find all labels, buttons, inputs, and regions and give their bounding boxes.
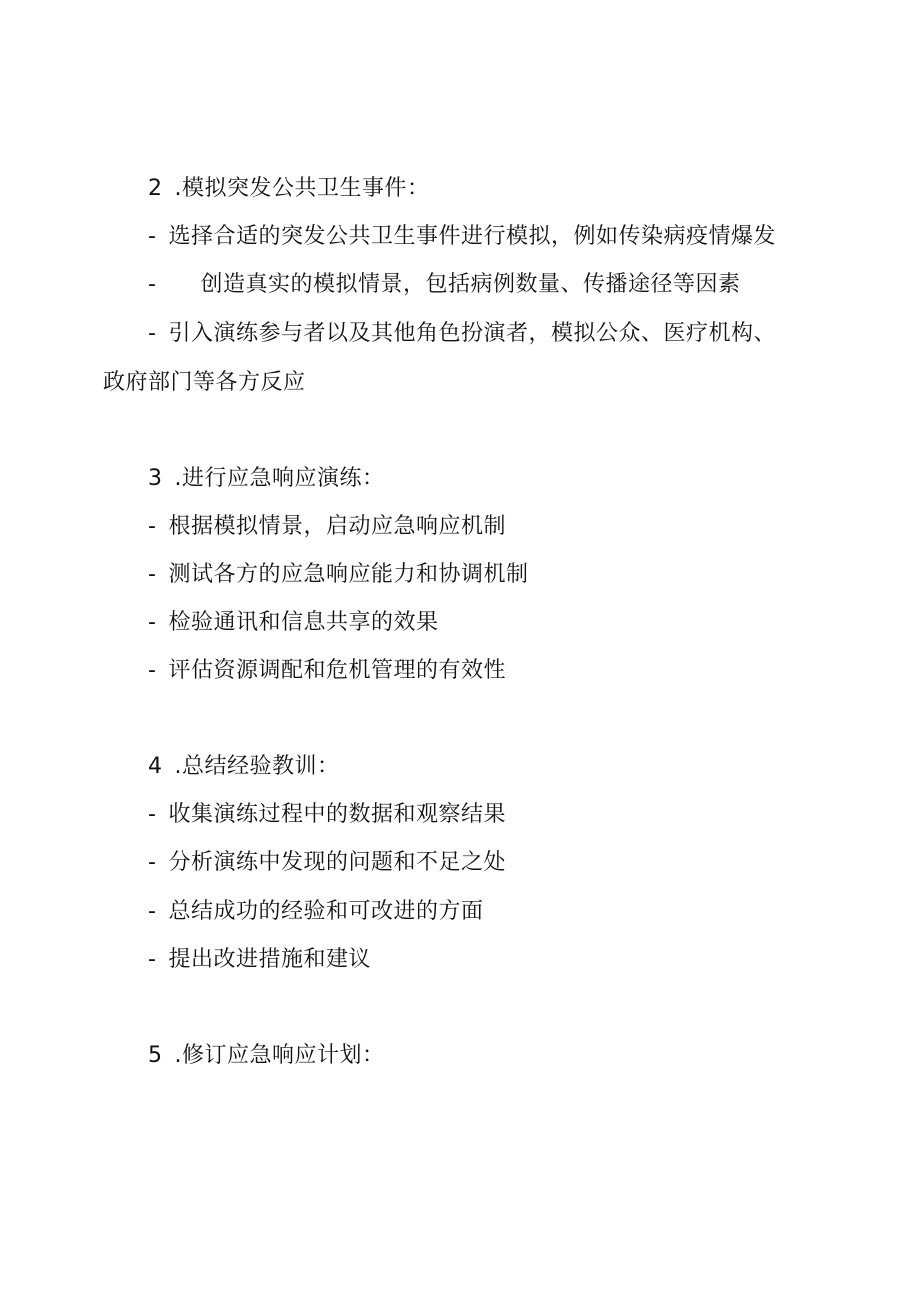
list-item: [148, 945, 371, 975]
list-item-text: 检验通讯和信息共享的效果: [168, 610, 439, 635]
section-title: .总结经验教训：: [174, 754, 340, 779]
list-item-text: 分析演练中发现的问题和不足之处: [168, 850, 506, 875]
list-item-text: 测试各方的应急响应能力和协调机制: [168, 562, 529, 587]
list-item-text: 评估资源调配和危机管理的有效性: [168, 658, 506, 683]
list-item: [148, 848, 506, 878]
bullet-dash: -: [148, 947, 157, 972]
section-number: 4: [148, 754, 163, 779]
section-heading-4: [148, 752, 340, 782]
section-heading-2: [148, 174, 430, 204]
section-number: 2: [148, 176, 163, 201]
list-item-text: 根据模拟情景，启动应急响应机制: [168, 514, 506, 539]
list-item-text: 选择合适的突发公共卫生事件进行模拟，例如传染病疫情爆发: [168, 224, 776, 249]
list-item-text: 总结成功的经验和可改进的方面: [168, 899, 484, 924]
list-item-text: 创造真实的模拟情景，包括病例数量、传播途径等因素: [200, 272, 741, 297]
list-item: [148, 270, 740, 300]
bullet-dash: -: [148, 562, 157, 587]
list-item: [148, 608, 438, 638]
section-title: .修订应急响应计划：: [174, 1043, 385, 1068]
list-item: [148, 800, 506, 830]
list-item-continuation: [103, 368, 306, 398]
section-title: .模拟突发公共卫生事件：: [174, 176, 430, 201]
section-number: 5: [148, 1043, 163, 1068]
bullet-dash: -: [148, 224, 157, 249]
section-number: 3: [148, 466, 163, 491]
bullet-dash: -: [148, 802, 157, 827]
bullet-dash: -: [148, 850, 157, 875]
list-item-text: 收集演练过程中的数据和观察结果: [168, 802, 506, 827]
section-heading-3: [148, 464, 385, 494]
list-item: [148, 319, 776, 349]
list-item: [148, 656, 506, 686]
list-item: [148, 560, 528, 590]
list-item: [148, 512, 506, 542]
bullet-dash: -: [148, 321, 157, 346]
list-item-text: 提出改进措施和建议: [168, 947, 371, 972]
list-item-text: 引入演练参与者以及其他角色扮演者，模拟公众、医疗机构、: [168, 321, 776, 346]
bullet-dash: -: [148, 610, 157, 635]
section-title: .进行应急响应演练：: [174, 466, 385, 491]
section-heading-5: [148, 1041, 385, 1071]
list-item-text: 政府部门等各方反应: [103, 370, 306, 395]
bullet-dash: -: [148, 899, 157, 924]
list-item: [148, 222, 776, 252]
list-item: [148, 897, 483, 927]
bullet-dash: -: [148, 272, 157, 297]
bullet-dash: -: [148, 514, 157, 539]
bullet-dash: -: [148, 658, 157, 683]
